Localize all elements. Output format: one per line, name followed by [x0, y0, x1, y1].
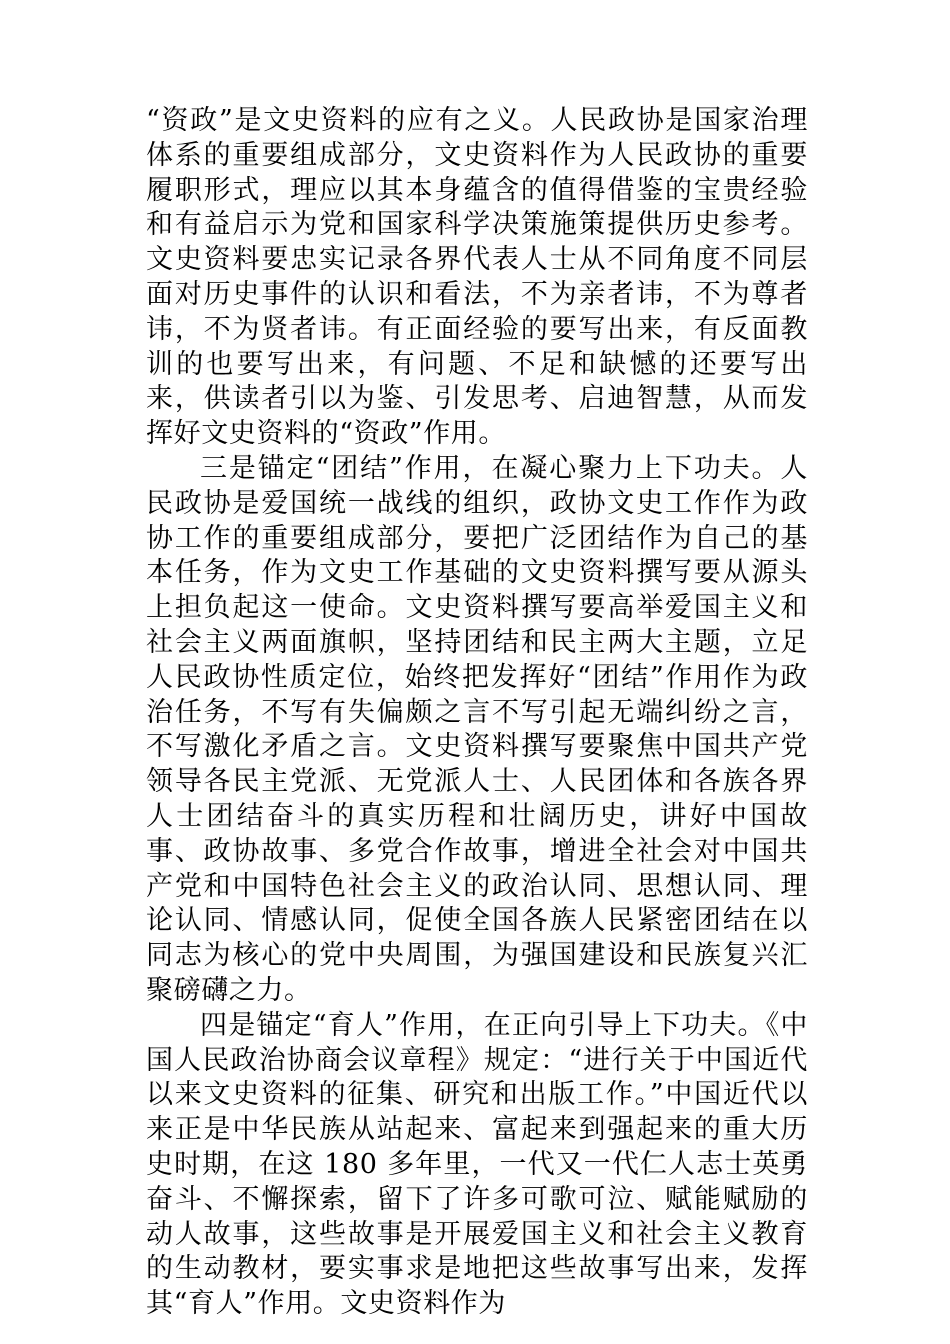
- paragraph-yuren: 四是锚定“育人”作用，在正向引导上下功夫。《中国人民政治协商会议章程》规定：“进行关于中国近代以来文史资料的征集、研究和出版工作。”中国近代以来正是中华民族从站起来、富起来到强起来的重大历史时期，在这 180 多年里，一代又一代仁人志士英勇奋斗、不懈探索，留下了许多可歌可泣、赋能赋励的动人故事，这些故事是开展爱国主义和社会主义教育的生动教材，要实事求是地把这些故事写出来，发挥其“育人”作用。文史资料作为: [146, 1009, 808, 1320]
- paragraph-tuanjie: 三是锚定“团结”作用，在凝心聚力上下功夫。人民政协是爱国统一战线的组织，政协文史工作作为政协工作的重要组成部分，要把广泛团结作为自己的基本任务，作为文史工作基础的文史资料撰写要从源头上担负起这一使命。文史资料撰写要高举爱国主义和社会主义两面旗帜，坚持团结和民主两大主题，立足人民政协性质定位，始终把发挥好“团结”作用作为政治任务，不写有失偏颇之言不写引起无端纠纷之言，不写激化矛盾之言。文史资料撰写要聚焦中国共产党领导各民主党派、无党派人士、人民团体和各族各界人士团结奋斗的真实历程和壮阔历史，讲好中国故事、政协故事、多党合作故事，增进全社会对中国共产党和中国特色社会主义的政治认同、思想认同、理论认同、情感认同，促使全国各族人民紧密团结在以同志为核心的党中央周围，为强国建设和民族复兴汇聚磅礴之力。: [146, 452, 808, 1006]
- document-page: [146, 104, 808, 1322]
- paragraph-zizheng: “资政”是文史资料的应有之义。人民政协是国家治理体系的重要组成部分，文史资料作为人民政协的重要履职形式，理应以其本身蕴含的值得借鉴的宝贵经验和有益启示为党和国家科学决策施策提供历史参考。文史资料要忠实记录各界代表人士从不同角度不同层面对历史事件的认识和看法，不为亲者讳，不为尊者讳，不为贤者讳。有正面经验的要写出来，有反面教训的也要写出来，有问题、不足和缺憾的还要写出来，供读者引以为鉴、引发思考、启迪智慧，从而发挥好文史资料的“资政”作用。: [146, 105, 808, 450]
